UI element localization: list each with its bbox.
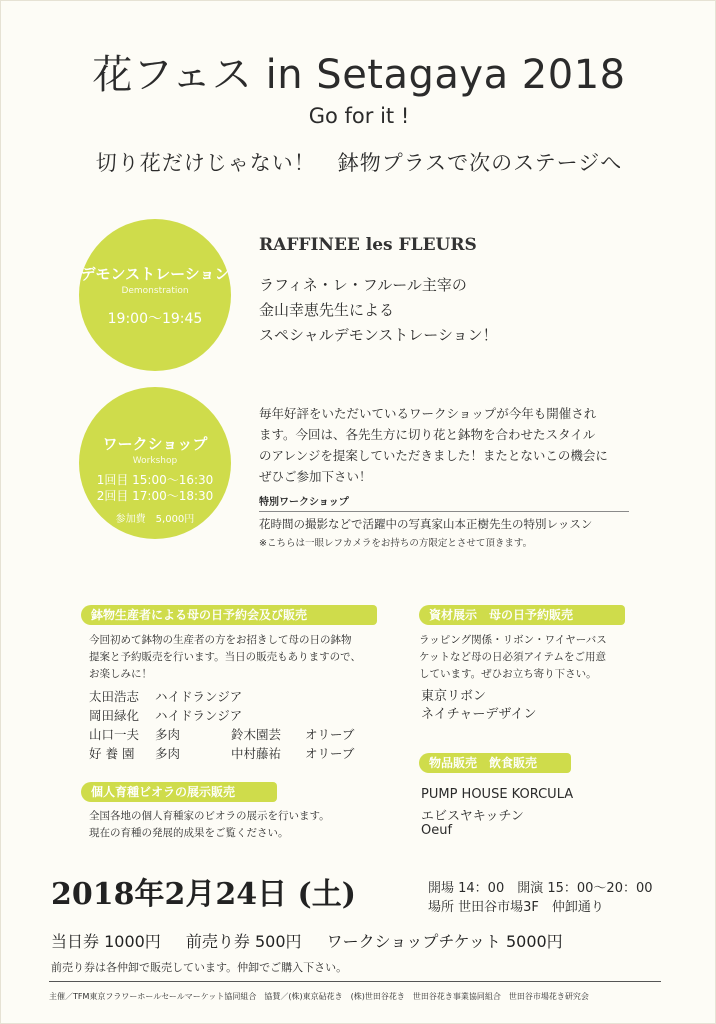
special-workshop-note: ※こちらは一眼レフカメラをお持ちの方限定とさせて頂きます。: [259, 538, 533, 549]
materials-line: ケットなど母の日必須アイテムをご用意: [419, 651, 607, 663]
materials-line: しています。ぜひお立ち寄り下さい。: [419, 668, 597, 680]
demonstration-circle-sub: Demonstration: [121, 286, 189, 296]
workshop-line: 毎年好評をいただいているワークショップが今年も開催され: [259, 406, 597, 421]
workshop-line: ぜひご参加下さい！: [259, 469, 372, 484]
grower-name: 鈴木園芸: [231, 727, 282, 742]
ticket-prices: [51, 929, 583, 952]
potted-description: [89, 632, 389, 683]
workshop-description: [259, 403, 639, 487]
grower-name: 好 養 園: [89, 746, 135, 761]
day-ticket-price: 当日券 1000円: [51, 932, 161, 951]
food-banner: 物品販売 飲食販売: [419, 753, 571, 773]
organizers-footer: 主催／TFM東京フラワーホールセールマーケット協同組合 協賛／(株)東京砧花き (株)世田谷花き 世田谷花き事業協同組合 世田谷市場花き研究会: [49, 992, 589, 1001]
event-title: 花フェス in Setagaya 2018: [92, 52, 626, 98]
grower-item: オリーブ: [305, 746, 355, 761]
footer-divider: [49, 981, 661, 982]
presale-ticket-price: 前売り券 500円: [185, 932, 302, 951]
materials-vendor: ネイチャーデザイン: [421, 707, 537, 722]
grower-name: 山口一夫: [89, 727, 140, 742]
grower-name: 岡田緑化: [89, 708, 140, 723]
demonstration-circle-title: デモンストレーション: [80, 265, 230, 283]
hours-line: 開場 14：00 開演 15：00～20：00: [428, 881, 653, 896]
grower-name: 太田浩志: [89, 689, 140, 704]
potted-line: 今回初めて鉢物の生産者の方をお招きして母の日の鉢物: [89, 634, 352, 646]
demonstration-line: ラフィネ・レ・フルール主宰の: [259, 276, 467, 294]
workshop-fee: 参加費 5,000円: [115, 514, 195, 525]
workshop-line: ます。今回は、各先生方に切り花と鉢物を合わせたスタイル: [259, 427, 596, 442]
venue-line: 場所 世田谷市場3F 仲卸通り: [428, 900, 604, 915]
presale-note: 前売り券は各仲卸で販売しています。仲卸でご購入下さい。: [51, 961, 348, 974]
food-vendor: Oeuf: [421, 823, 453, 838]
demonstration-description: [259, 273, 498, 348]
workshop-circle-sub: Workshop: [132, 456, 178, 466]
demonstration-line: スペシャルデモンストレーション！: [259, 326, 498, 344]
workshop-circle: [79, 387, 231, 539]
potted-line: お楽しみに！: [89, 668, 152, 680]
demonstration-heading: RAFFINEE les FLEURS: [259, 235, 477, 255]
materials-banner: 資材展示 母の日予約販売: [419, 605, 625, 625]
event-date: 2018年2月24日 (土): [51, 877, 356, 912]
grower-item: 多肉: [155, 727, 181, 742]
grower-item: ハイドランジア: [155, 708, 243, 723]
event-hours: [428, 879, 653, 917]
food-vendor: エビスヤキッチン: [421, 809, 524, 824]
special-workshop-label: 特別ワークショップ: [259, 493, 629, 512]
workshop-session-2: 2回目 17:00～18:30: [96, 489, 214, 503]
viola-description: [89, 808, 389, 842]
subtitle: 切り花だけじゃない！ 鉢物プラスで次のステージへ: [95, 151, 623, 175]
tagline: Go for it !: [308, 104, 410, 128]
materials-line: ラッピング関係・リボン・ワイヤーバス: [419, 634, 607, 646]
food-vendor: PUMP HOUSE KORCULA: [421, 787, 574, 802]
grower-item: 多肉: [155, 746, 181, 761]
potted-line: 提案と予約販売を行います。当日の販売もありますので、: [89, 651, 361, 663]
workshop-circle-title: ワークショップ: [102, 435, 208, 453]
workshop-session-1: 1回目 15:00～16:30: [96, 473, 214, 487]
grower-name: 中村藤祐: [231, 746, 282, 761]
grower-item: オリーブ: [305, 727, 355, 742]
materials-description: [419, 632, 629, 683]
demonstration-time: 19:00～19:45: [107, 311, 203, 327]
workshop-ticket-price: ワークショップチケット 5000円: [326, 932, 563, 951]
grower-item: ハイドランジア: [155, 689, 243, 704]
special-workshop-text: 花時間の撮影などで活躍中の写真家山本正樹先生の特別レッスン: [259, 517, 593, 531]
workshop-line: のアレンジを提案していただきました！またとないこの機会に: [259, 448, 608, 463]
viola-banner: 個人育種ビオラの展示販売: [81, 782, 277, 802]
demonstration-circle: [79, 219, 231, 371]
viola-line: 現在の育種の発展的成果をご覧ください。: [89, 827, 289, 839]
potted-banner: 鉢物生産者による母の日予約会及び販売: [81, 605, 377, 625]
demonstration-line: 金山幸恵先生による: [259, 301, 395, 319]
viola-line: 全国各地の個人育種家のビオラの展示を行います。: [89, 810, 330, 822]
materials-vendor: 東京リボン: [421, 689, 487, 704]
